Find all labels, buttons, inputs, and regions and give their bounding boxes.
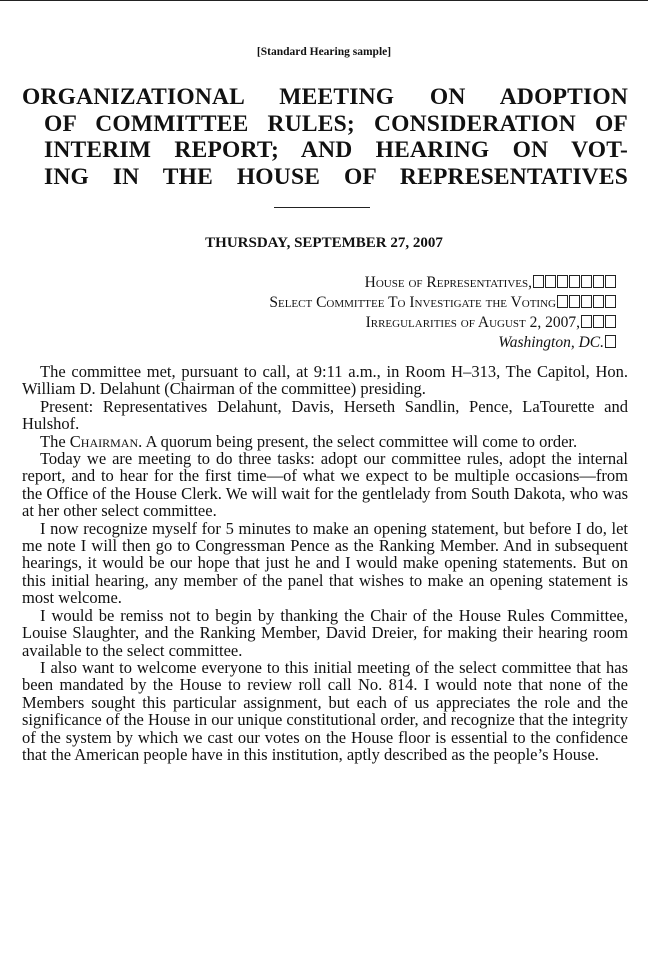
box-glyph-icon — [593, 275, 604, 288]
box-glyph-icon — [569, 295, 580, 308]
box-glyph-icon — [557, 275, 568, 288]
box-glyph-icon — [533, 275, 544, 288]
speaker-label: Chairman — [69, 431, 139, 451]
title-line-1: ORGANIZATIONAL MEETING ON ADOPTION — [22, 84, 628, 110]
box-glyph-icon — [581, 295, 592, 308]
box-glyph-icon — [605, 335, 616, 348]
paragraph-chairman-opening — [22, 433, 628, 450]
paragraph-text: . A quorum being present, the select committee will come to order. — [138, 431, 578, 451]
box-glyph-icon — [581, 275, 592, 288]
committee-line-1 — [269, 273, 616, 293]
hearing-date: THURSDAY, SEPTEMBER 27, 2007 — [205, 235, 443, 251]
box-glyph-icon — [605, 315, 616, 328]
box-glyph-icon — [593, 315, 604, 328]
box-glyph-icon — [557, 295, 568, 308]
box-glyph-icon — [545, 275, 556, 288]
hearing-title — [22, 84, 628, 190]
title-line-3: INTERIM REPORT; AND HEARING ON VOT- — [44, 137, 628, 163]
paragraph-welcome: I also want to welcome everyone to this initial meeting of the select committee that has been mandated by the House to review roll call No. 814. I would note that none of the Members sought this particular assignment, but each of us appreciates the role and the significance of the House in our unique constitutional order, and recognize that the integrity of the system by which we cast our votes on the House floor is essential to the confidence that the American people have in this institution, aptly described as the people’s House. — [22, 657, 628, 764]
committee-block — [269, 273, 616, 353]
paragraph-recognize: I now recognize myself for 5 minutes to make an opening statement, but before I do, let me note I will then go to Congressman Pence as the Ranking Member. And in subsequent hearings, it would be our hope that just he and I would make opening statements. But on this initial hearing, any member of the panel that wishes to make an opening statement is most welcome. — [22, 518, 628, 608]
house-label: House of Representatives, — [364, 274, 532, 291]
location-label: Washington, DC. — [498, 334, 604, 351]
paragraph-present: Present: Representatives Delahunt, Davis, Herseth Sandlin, Pence, LaTourette and Hulshof. — [22, 396, 628, 434]
paragraph-tasks: Today we are meeting to do three tasks: adopt our committee rules, adopt the internal report, and to hear for the first time—of what we expect to be multiple occasions—from the Office of the House Clerk. We will wait for the gentlelady from South Dakota, who was at her other select committee. — [22, 449, 628, 521]
box-glyph-icon — [593, 295, 604, 308]
select-committee-label: Select Committee To Investigate the Voting — [269, 294, 556, 311]
title-line-4: ING IN THE HOUSE OF REPRESENTATIVES — [44, 163, 628, 190]
section-divider — [274, 207, 370, 208]
committee-line-4 — [269, 333, 616, 353]
hearing-body — [22, 363, 628, 763]
sample-label: [Standard Hearing sample] — [256, 46, 392, 58]
box-glyph-icon — [605, 295, 616, 308]
committee-line-2 — [269, 293, 616, 313]
paragraph-thanks: I would be remiss not to begin by thanking the Chair of the House Rules Committee, Louise Slaughter, and the Ranking Member, David Dreier, for making their hearing room available to the select committee. — [22, 605, 628, 660]
committee-line-3 — [269, 313, 616, 333]
title-line-2: OF COMMITTEE RULES; CONSIDERATION OF — [44, 110, 628, 137]
top-border-rule — [0, 0, 648, 1]
box-glyph-icon — [581, 315, 592, 328]
irregularities-label: Irregularities of August 2, 2007, — [365, 314, 580, 331]
paragraph-prefix: The — [40, 431, 70, 451]
box-glyph-icon — [605, 275, 616, 288]
box-glyph-icon — [569, 275, 580, 288]
paragraph-convened: The committee met, pursuant to call, at 9:11 a.m., in Room H–313, The Capitol, Hon. William D. Delahunt (Chairman of the committee) presiding. — [22, 362, 628, 399]
